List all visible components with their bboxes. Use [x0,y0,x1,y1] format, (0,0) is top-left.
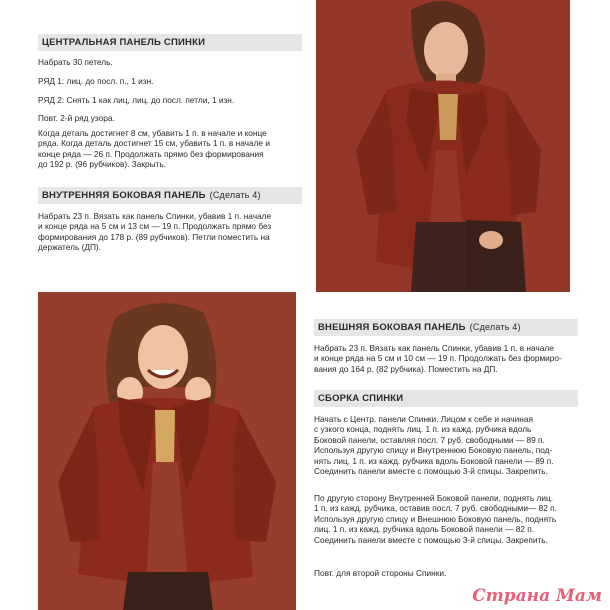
section-header-inner [38,187,302,204]
central-line-4: Повт. 2-й ряд узора. [38,113,115,123]
photo-model-top [316,0,570,292]
inner-paragraph: Набрать 23 п. Вязать как панель Спинки, убавив 1 п. начале и конце ряда на 5 см и 13 см — 19 п. Продолжать прямо без формирования до 178 р. (89 рубчиков). Петли поместить на держатель (ДП). [38,211,272,253]
section-title: СБОРКА СПИНКИ [318,393,404,404]
assembly-paragraph-1: Начать с Центр. панели Спинки. Лицом к себе и начиная с узкого конца, поднять лиц. 1 п. из кажд. рубчика вдоль Боковой панели, оставляя посл. 7 руб. свободными — 89 п. Используя другую спицу и Внутреннюю Боковую панель, под- нять лиц. 1 п. из кажд. рубчика вдоль Боковой панели — 89 п. Соединить панели вместе с помощью 3-й спицы. Закрепить. [314,414,554,477]
section-title: ВНУТРЕННЯЯ БОКОВАЯ ПАНЕЛЬ [42,190,206,201]
section-note: (Сделать 4) [209,190,261,200]
section-title: ЦЕНТРАЛЬНАЯ ПАНЕЛЬ СПИНКИ [42,37,206,48]
outer-paragraph: Набрать 23 п. Вязать как панель Спинки, убавив 1 п. в начале и конце ряда на 5 см и 10 см — 19 п. Продолжать без формиро- вания до 164 р. (82 рубчика). Поместить на ДП. [314,343,562,374]
central-line-1: Набрать 30 петель. [38,57,113,67]
section-header-central [38,34,302,51]
assembly-paragraph-2: По другую сторону Внутренней Боковой панели, поднять лиц. 1 п. из кажд. рубчика, оставив посл. 7 руб. свободными— 82 п. Используя другую спицу и Внешнюю Боковую панель, поднять лиц. 1 п. из кажд. рубчика вдоль Боковой панели — 82 п. Соединить панели вместе с помощью 3-й спицы. Закрепить. [314,493,557,545]
central-paragraph: Когда деталь достигнет 8 см, убавить 1 п. в начале и конце ряда. Когда деталь достигнет 15 см, убавить 1 п. в начале и конце ряда — 26 п. Продолжать прямо без формирования до 192 р. (96 рубчиков). Закрыть. [38,128,270,170]
section-note: (Сделать 4) [469,322,521,332]
central-line-3: РЯД 2: Снять 1 как лиц, лиц. до посл. петли, 1 изн. [38,95,235,105]
assembly-paragraph-3: Повт. для второй стороны Спинки. [314,568,447,578]
section-title: ВНЕШНЯЯ БОКОВАЯ ПАНЕЛЬ [318,322,466,333]
watermark-logo: Страна Мам [472,586,602,606]
central-line-2: РЯД 1: лиц. до посл. п., 1 изн. [38,76,154,86]
section-header-outer [314,319,578,336]
section-header-assembly [314,390,578,407]
photo-model-bottom [38,292,296,610]
